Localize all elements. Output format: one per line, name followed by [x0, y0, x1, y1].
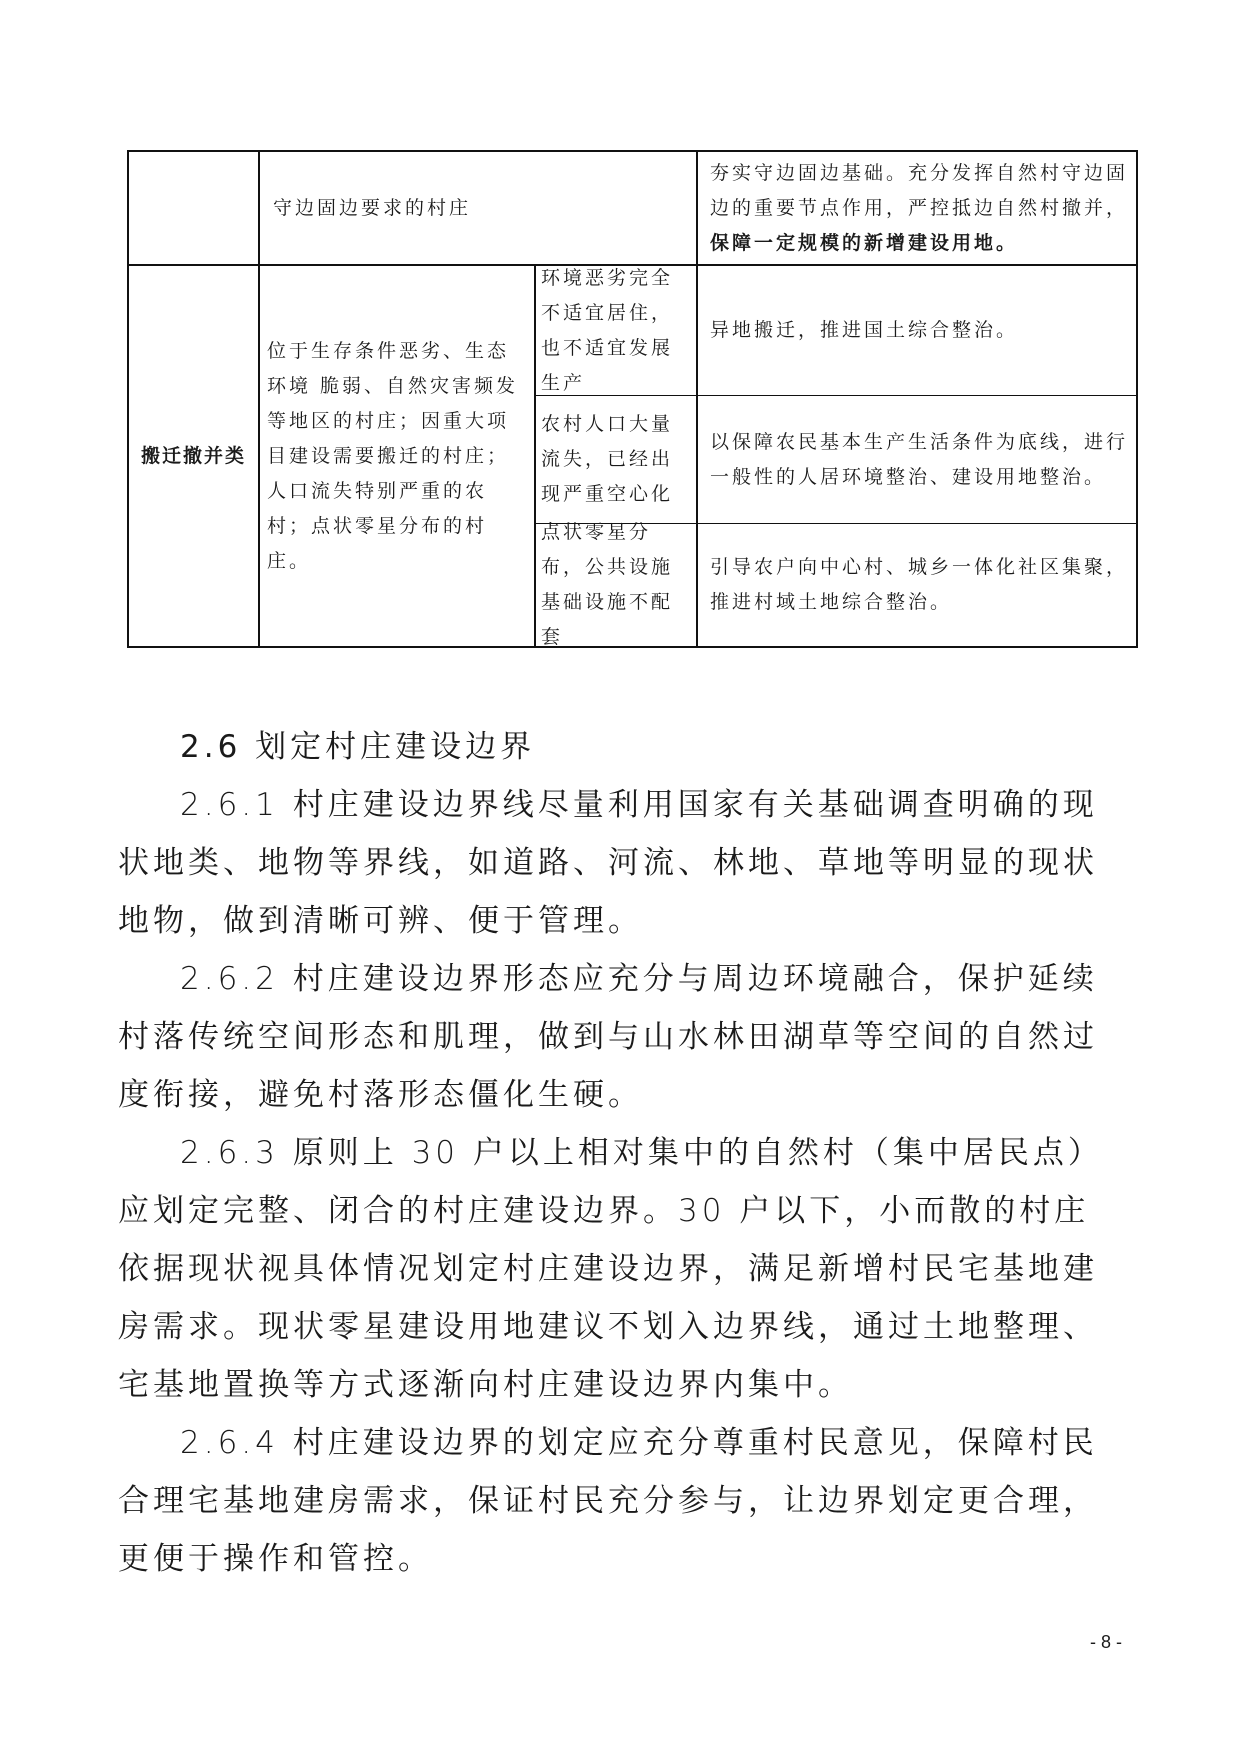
- cell-condition-prev: [273, 152, 693, 264]
- paragraph-2-6-2: 2.6.2 村庄建设边界形态应充分与周边环境融合，保护延续村落传统空间形态和肌理，做到与山水林田湖草等空间的自然过度衔接，避免村落形态僵化生硬。: [118, 961, 1098, 1113]
- table-col-divider: [534, 264, 536, 648]
- situation-text: 点状零星分布，公共设施基础设施不配套: [541, 521, 674, 648]
- village-classification-table: [127, 150, 1138, 648]
- section-heading: 2.6 划定村庄建设边界: [180, 729, 536, 765]
- measure-text: 引导农户向中心村、城乡一体化社区集聚，推进村域土地综合整治。: [710, 556, 1129, 613]
- cell-situation-3: [541, 521, 691, 648]
- measure-text-bold: 保障一定规模的新增建设用地。: [710, 231, 1019, 254]
- cell-measure-1: [710, 266, 1130, 395]
- table-col-divider: [258, 150, 260, 648]
- cell-measure-prev: [710, 152, 1130, 264]
- measure-text: 以保障农民基本生产生活条件为底线，进行一般性的人居环境整治、建设用地整治。: [710, 430, 1129, 488]
- paragraph-2-6-1: 2.6.1 村庄建设边界线尽量利用国家有关基础调查明确的现状地类、地物等界线，如道路、河流、林地、草地等明显的现状地物，做到清晰可辨、便于管理。: [118, 787, 1098, 939]
- paragraph-2-6-3: 2.6.3 原则上 30 户以上相对集中的自然村（集中居民点）应划定完整、闭合的村庄建设边界。30 户以下，小而散的村庄依据现状视具体情况划定村庄建设边界，满足新增村民宅基地建房需求。现状零星建设用地建议不划入边界线，通过土地整理、宅基地置换等方式逐渐向村庄建设边界内集中。: [118, 1135, 1103, 1403]
- page-number: - 8 -: [1090, 1632, 1123, 1652]
- cell-category-relocate: [129, 266, 258, 646]
- cell-condition-relocate: [267, 266, 529, 646]
- cell-situation-2: [541, 396, 691, 523]
- cell-category-prev: [129, 152, 258, 264]
- condition-text: 位于生存条件恶劣、生态环境 脆弱、自然灾害频发等地区的村庄；因重大项目建设需要搬迁的村庄；人口流失特别严重的农村；点状零星分布的村庄。: [267, 339, 519, 572]
- table-col-divider: [696, 150, 698, 648]
- table-border-right: [1136, 150, 1138, 648]
- situation-text: 农村人口大量流失，已经出现严重空心化: [541, 413, 674, 505]
- cell-measure-2: [710, 396, 1130, 523]
- condition-text: 守边固边要求的村庄: [273, 196, 472, 219]
- cell-measure-3: [710, 524, 1130, 646]
- measure-text: 异地搬迁，推进国土综合整治。: [710, 319, 1019, 341]
- measure-text: 夯实守边固边基础。充分发挥自然村守边固边的重要节点作用，严控抵边自然村撤并，: [710, 161, 1129, 219]
- cell-situation-1: [541, 266, 691, 395]
- paragraph-2-6-4: 2.6.4 村庄建设边界的划定应充分尊重村民意见，保障村民合理宅基地建房需求，保证村民充分参与，让边界划定更合理，更便于操作和管控。: [118, 1425, 1098, 1577]
- category-label: 搬迁撤并类: [140, 444, 246, 467]
- situation-text: 环境恶劣完全不适宜居住，也不适宜发展生产: [541, 266, 674, 394]
